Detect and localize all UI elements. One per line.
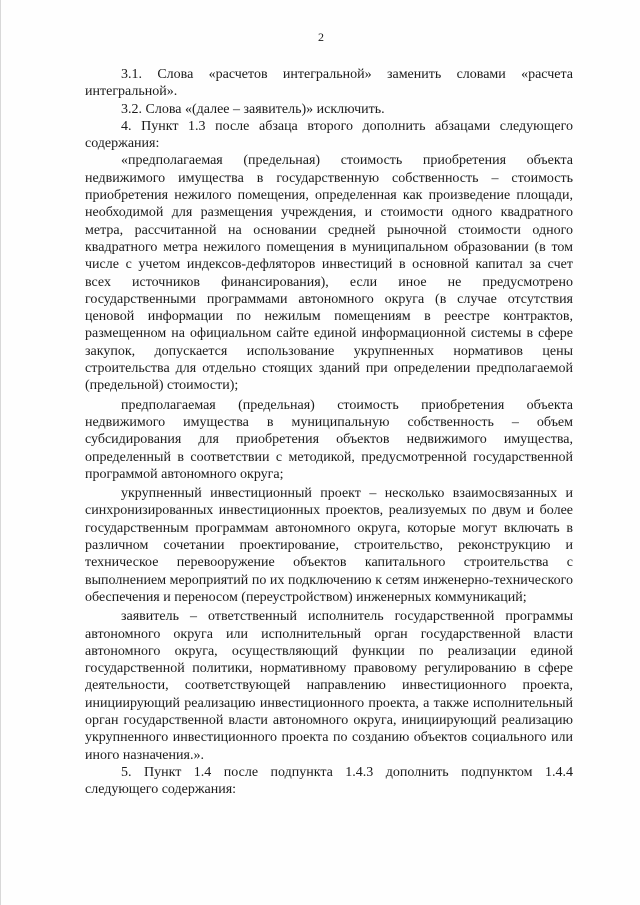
definition-consolidated-project: укрупненный инвестиционный проект – несколько взаимосвязанных и синхронизированных инвестиционных проектов, реализуемых по двум и более государственным программам автономного округа, которые могут включать в различном сочетании проектирование, строительство, реконструкцию и техническое перевооружение объектов капитального строительства с выполнением мероприятий по их подключению к сетям инженерно-технического обеспечения и переносом (переустройством) инженерных коммуникаций;	[85, 486, 573, 605]
paragraph-5: 5. Пункт 1.4 после подпункта 1.4.3 дополнить подпунктом 1.4.4 следующего содержания:	[85, 764, 573, 798]
definition-municipal-property-cost: предполагаемая (предельная) стоимость приобретения объекта недвижимого имущества в муниципальную собственность – объем субсидирования для приобретения объектов недвижимого имущества, определенный в соответствии с методикой, предусмотренной государственной программой автономного округа;	[85, 397, 573, 482]
document-body	[85, 66, 573, 798]
paragraph-3-2: 3.2. Слова «(далее – заявитель)» исключить.	[121, 101, 385, 117]
definition-applicant: заявитель – ответственный исполнитель государственной программы автономного округа или исполнительный орган государственной власти автономного округа, осуществляющий функции по реализации единой государственной политики, нормативному правовому регулированию в сфере деятельности, соответствующей направлению инвестиционного проекта, инициирующий реализацию инвестиционного проекта, а также исполнительный орган государственной власти автономного округа, инициирующий реализацию укрупненного инвестиционного проекта по созданию объектов социального или иного назначения.».	[85, 609, 573, 763]
definition-state-property-cost: «предполагаемая (предельная) стоимость приобретения объекта недвижимого имущества в государственную собственность – стоимость приобретения нежилого помещения, определенная как произведение площади, необходимой для размещения учреждения, и стоимости одного квадратного метра, рассчитанной на основании средней рыночной стоимости одного квадратного метра нежилого помещения в муниципальном образовании (в том числе с учетом индексов-дефляторов инвестиций в основной капитал за счет всех источников финансирования), если иное не предусмотрено государственными программами автономного округа (в случае отсутствия ценовой информации по нежилым помещениям в реестре контрактов, размещенном на официальном сайте единой информационной системы в сфере закупок, допускается использование укрупненных нормативов цены строительства для отдельно стоящих зданий при определении предполагаемой (предельной) стоимости);	[85, 153, 573, 394]
paragraph-4: 4. Пункт 1.3 после абзаца второго дополнить абзацами следующего содержания:	[85, 118, 573, 152]
paragraph-3-1: 3.1. Слова «расчетов интегральной» заменить словами «расчета интегральной».	[85, 67, 573, 100]
page-number: 2	[318, 30, 324, 44]
